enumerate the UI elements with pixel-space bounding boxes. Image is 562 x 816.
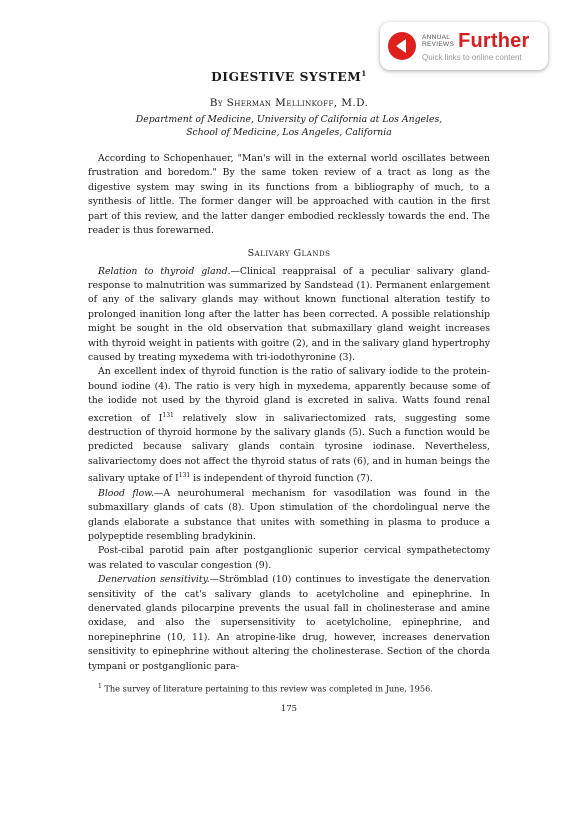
footnote (88, 681, 490, 695)
page-number: 175 (281, 702, 297, 713)
article-title-text: DIGESTIVE SYSTEM (211, 70, 362, 85)
footnote-mark: 1 (98, 683, 102, 691)
title-footnote-mark[interactable]: 1 (361, 69, 367, 78)
paragraph-text: relatively slow in salivariectomized rats, suggesting some destruction of thyroid hormone by the salivary glands (5). Such a function would be predicted because salivary glands contain tyrosine iodinase. Nevertheless, salivariectomy does not affect the thyroid status of rats (6), and in human beings the salivary uptake of I (88, 412, 490, 485)
article-page (88, 66, 490, 713)
badge-text (422, 31, 529, 62)
badge-annual: ANNUAL (422, 33, 451, 41)
badge-further: Further (458, 29, 530, 52)
paragraph-thyroid (88, 265, 490, 366)
badge-reviews: REVIEWS (422, 40, 455, 48)
further-badge[interactable] (380, 22, 548, 70)
footnote-text: The survey of literature pertaining to this review was completed in June, 1956. (101, 683, 433, 694)
paragraph-text: An excellent index of thyroid function is the ratio of salivary iodide to the protein-bound iodine (4). The ratio is very high in myxedema, apparently because some of the iodide not used by the thyroid gland is excreted in saliva. Watts found renal excretion of I (88, 366, 490, 424)
paragraph-text: —A neurohumeral mechanism for vasodilation was found in the submaxillary glands of cats (8). Upon stimulation of the chordolingual nerve the glands elaborate a substance that unites with something in plasma to produce a polypeptide resembling bradykinin. (88, 487, 490, 542)
affiliation-line-2: School of Medicine, Los Angeles, California (186, 127, 392, 139)
article-title (88, 66, 490, 85)
paragraph-text: —Clinical reappraisal of a peculiar salivary gland-response to malnutrition was summarized by Sandstead (1). Permanent enlargement of any of the salivary glands may without known functional alteration testify to prolonged inanition long after the latter has been corrected. A possible relationship might be sought in the old observation that submaxillary gland weight increases with thyroid weight in patients with goitre (2), and in the salivary gland hypertrophy caused by treating myxedema with tri-iodothyronine (3). (88, 265, 490, 363)
paragraph-lead: Relation to thyroid gland. (98, 265, 231, 277)
paragraph-text: —Strömblad (10) continues to investigate the denervation sensitivity of the cat's salivary glands to acetylcholine and epinephrine. In denervated glands pilocarpine prevents the usual fall in cholinesterase and amine oxidase, and also the supersensitivity to acetylcholine, epinephrine, and norepinephrine (10, 11). An atropine-like drug, however, increases denervation sensitivity to epinephrine without altering the cholinesterase. Section of the chorda tympani or postganglionic para- (88, 574, 490, 672)
author-line: By Sherman Mellinkoff, M.D. (209, 97, 369, 110)
badge-annual-reviews (422, 34, 454, 48)
isotope-superscript: 131 (162, 411, 174, 419)
badge-subtitle: Quick links to online content (422, 52, 522, 62)
paragraph-iodide (88, 365, 490, 486)
paragraph-parotid: Post-cibal parotid pain after postganglionic superior cervical sympathetectomy was related to vascular congestion (9). (88, 545, 490, 571)
intro-paragraph: According to Schopenhauer, "Man's will in the external world oscillates between frustration and boredom." By the same token review of a tract as long as the digestive system may swing in its functions from a bibliography of much, to a synthesis of little. The former danger will be approached with caution in the first part of this review, and the latter danger embodied recklessly towards the end. The reader is thus forewarned. (88, 153, 490, 237)
affiliation-line-1: Department of Medicine, University of California at Los Angeles, (135, 114, 443, 126)
back-arrow-icon (388, 32, 416, 60)
paragraph-lead: Blood flow. (98, 487, 155, 499)
paragraph-text: is independent of thyroid function (7). (190, 473, 373, 485)
paragraph-denervation (88, 573, 490, 674)
section-heading: Salivary Glands (247, 247, 331, 259)
paragraph-blood-flow (88, 487, 490, 545)
isotope-superscript: 131 (178, 472, 191, 480)
paragraph-lead: Denervation sensitivity. (98, 574, 210, 586)
